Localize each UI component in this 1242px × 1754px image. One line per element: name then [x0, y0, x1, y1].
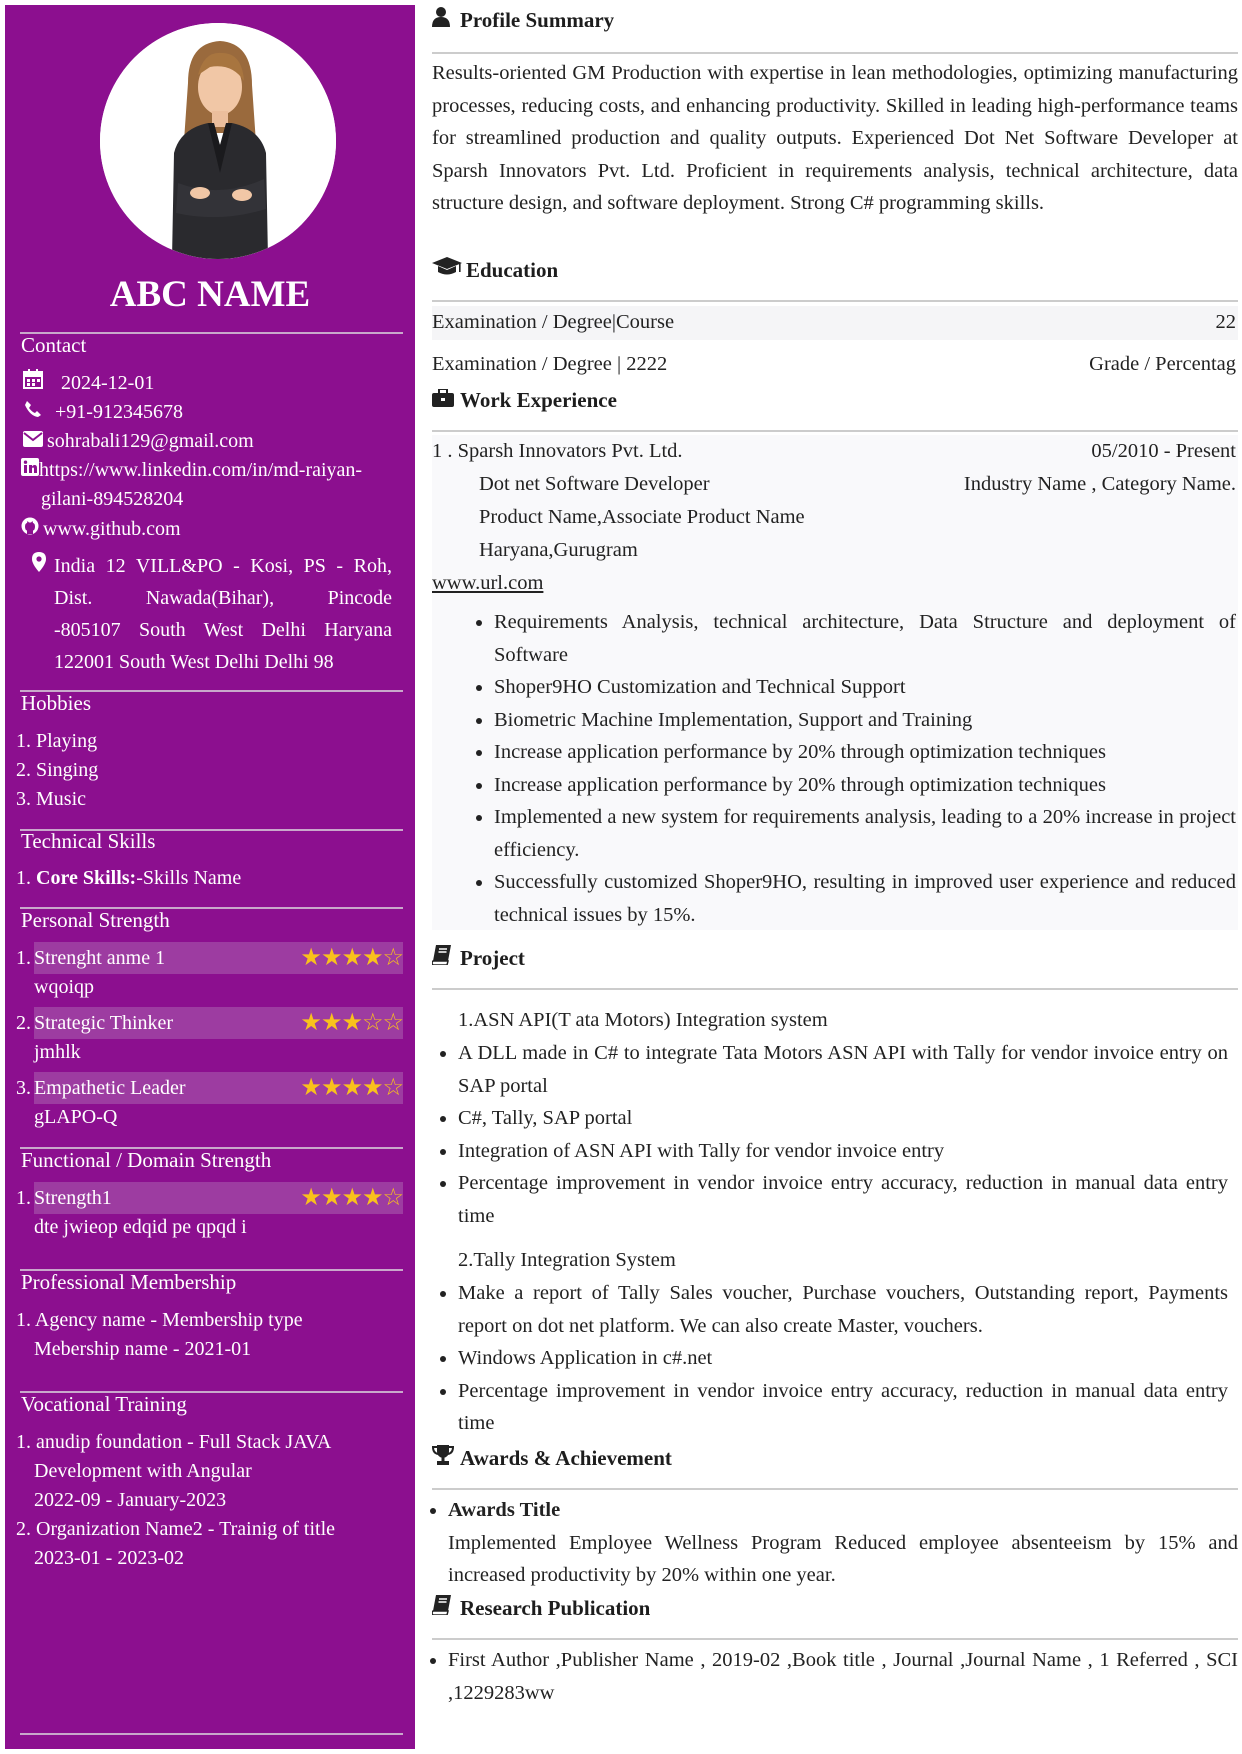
work-company-row [432, 435, 1238, 468]
address-line: 122001 South West Delhi Delhi 98 [54, 651, 334, 673]
section-title: Education [466, 258, 559, 282]
contact-heading: Contact [21, 333, 87, 357]
project-bullet: • Percentage improvement in vendor invoice entry accuracy, reduction in manual data entry time [458, 1375, 1228, 1440]
training-item-cont: 2022-09 - January-2023 [34, 1489, 227, 1511]
work-bullet: • Increase application performance by 20% through optimization techniques [494, 736, 1236, 769]
linkedin-icon [21, 454, 39, 486]
work-location: Haryana,Gurugram [479, 539, 638, 561]
avatar [100, 23, 336, 259]
person-name: ABC NAME [109, 274, 311, 315]
section-title: Awards & Achievement [460, 1446, 672, 1470]
strength-num: 1. [16, 1187, 31, 1209]
sidebar [5, 5, 415, 1749]
envelope-icon [21, 425, 45, 457]
address-line: -805107 South West Delhi Haryana [54, 619, 392, 641]
project-title: 1.ASN API(T ata Motors) Integration system [458, 1009, 828, 1031]
company-name: 1 . Sparsh Innovators Pvt. Ltd. [432, 440, 683, 462]
hobby-item: 1. Playing [16, 730, 98, 752]
calendar-icon [21, 367, 45, 399]
education-grade: Grade / Percentag [1089, 353, 1236, 375]
strength-desc: jmhlk [34, 1041, 81, 1063]
project-bullet: • C#, Tally, SAP portal [458, 1102, 1228, 1135]
skill-num: 1. [16, 867, 31, 889]
project-bullet: • Windows Application in c#.net [458, 1342, 1228, 1375]
star-filled-icon: ★ [341, 1010, 362, 1036]
education-heading [432, 255, 558, 285]
star-filled-icon: ★ [300, 1010, 321, 1036]
training-item: 1. anudip foundation - Full Stack JAVA [16, 1431, 332, 1453]
section-title: Project [460, 946, 525, 970]
map-marker-icon [27, 550, 51, 582]
strength-name: Strength1 [34, 1187, 112, 1209]
graduation-cap-icon [432, 255, 462, 285]
research-list [424, 1644, 1238, 1709]
work-bullet: • Biometric Machine Implementation, Support and Training [494, 704, 1236, 737]
star-filled-icon: ★ [361, 945, 383, 971]
awards-heading [432, 1443, 672, 1473]
research-heading [432, 1593, 650, 1623]
strength-name: Strategic Thinker [34, 1012, 174, 1034]
star-filled-icon: ★ [320, 1185, 342, 1211]
dob-row [21, 367, 401, 399]
strength-num: 1. [16, 947, 31, 969]
membership-item-cont: Mebership name - 2021-01 [34, 1338, 252, 1360]
section-title: Research Publication [460, 1596, 651, 1620]
project-title: 2.Tally Integration System [458, 1249, 676, 1271]
star-empty-icon: ☆ [382, 1010, 403, 1036]
dob-value: 2024-12-01 [61, 372, 155, 394]
work-role-row [479, 468, 1236, 501]
strength-name: Empathetic Leader [34, 1077, 186, 1099]
phone-value[interactable]: +91-912345678 [55, 401, 183, 423]
divider [432, 300, 1238, 302]
profile-summary-heading [432, 5, 614, 35]
star-empty-icon: ☆ [382, 1185, 403, 1211]
divider [20, 1733, 403, 1735]
project-bullet: • Integration of ASN API with Tally for vendor invoice entry [458, 1135, 1228, 1168]
star-empty-icon: ☆ [382, 1075, 403, 1101]
project-bullets [434, 1037, 1228, 1232]
hobbies-heading: Hobbies [21, 691, 91, 715]
award-text: Implemented Employee Wellness Program Reduced employee absenteeism by 15% and increased productivity by 20% within one year. [448, 1531, 1238, 1586]
personal-strength-heading: Personal Strength [21, 908, 170, 932]
star-filled-icon: ★ [300, 1185, 321, 1211]
divider [432, 430, 1238, 432]
work-experience-heading [432, 385, 617, 415]
star-filled-icon: ★ [341, 945, 362, 971]
book-icon [432, 1593, 456, 1623]
trophy-icon [432, 1443, 456, 1473]
strength-num: 2. [16, 1012, 31, 1034]
strength-item [34, 942, 403, 974]
address-line: India 12 VILL&PO - Kosi, PS - Roh, [54, 555, 392, 577]
industry-name: Industry Name , Category Name. [963, 473, 1236, 495]
project-bullet: • Percentage improvement in vendor invoice entry accuracy, reduction in manual data entry time [458, 1167, 1228, 1232]
github-link[interactable]: www.github.com [43, 518, 181, 540]
strength-desc: gLAPO-Q [34, 1106, 118, 1128]
linkedin-row-cont[interactable]: gilani-894528204 [41, 488, 184, 510]
project-bullet: • A DLL made in C# to integrate Tata Motors ASN API with Tally for vendor invoice entry on SAP portal [458, 1037, 1228, 1102]
star-rating [300, 1182, 403, 1214]
functional-strength-heading: Functional / Domain Strength [21, 1148, 272, 1172]
star-filled-icon: ★ [300, 945, 321, 971]
star-rating [300, 942, 403, 974]
technical-skills-heading: Technical Skills [21, 829, 156, 853]
strength-item [34, 1182, 403, 1214]
star-filled-icon: ★ [361, 1075, 383, 1101]
star-filled-icon: ★ [300, 1075, 321, 1101]
project-bullet: • Make a report of Tally Sales voucher, Purchase vouchers, Outstanding report, Payments report on dot net platform. We can also create Master, vouchers. [458, 1277, 1228, 1342]
star-empty-icon: ☆ [361, 1010, 383, 1036]
awards-list [424, 1494, 1238, 1592]
divider [432, 988, 1238, 990]
work-bullet: • Increase application performance by 20% through optimization techniques [494, 769, 1236, 802]
membership-item: 1. Agency name - Membership type [16, 1309, 303, 1331]
hobby-item: 2. Singing [16, 759, 99, 781]
briefcase-icon [432, 385, 456, 415]
strength-desc: dte jwieop edqid pe qpqd i [34, 1216, 247, 1238]
divider [432, 1488, 1238, 1490]
github-row [21, 513, 401, 545]
award-title: Awards Title [448, 1499, 561, 1521]
education-row [432, 348, 1238, 381]
star-filled-icon: ★ [361, 1185, 383, 1211]
job-role: Dot net Software Developer [479, 473, 710, 495]
training-item: 2. Organization Name2 - Trainig of title [16, 1518, 336, 1540]
star-filled-icon: ★ [341, 1075, 362, 1101]
address-text [54, 550, 392, 678]
strength-item [34, 1072, 403, 1104]
profile-summary-text: Results-oriented GM Production with expertise in lean methodologies, optimizing manufacturing processes, reducing costs, and enhancing productivity. Skilled in leading high-performance teams for streamlined production and quality outputs. Experienced Dot Net Software Developer at Sparsh Innovators Pvt. Ltd. Proficient in requirements analysis, technical architecture, data structure design, and software deployment. Strong C# programming skills. [432, 62, 1238, 214]
publication-item: • First Author ,Publisher Name , 2019-02 ,Book title , Journal ,Journal Name , 1 Referred , SCI ,1229283ww [448, 1644, 1238, 1709]
education-degree: Examination / Degree | 2222 [432, 353, 668, 375]
strength-item [34, 1007, 403, 1039]
work-bullet: • Requirements Analysis, technical architecture, Data Structure and deployment of Software [494, 606, 1236, 671]
address-line: Dist. Nawada(Bihar), Pincode [54, 587, 392, 609]
skill-value: -Skills Name [136, 867, 242, 889]
education-degree: Examination / Degree|Course [432, 311, 675, 333]
strength-desc: wqoiqp [34, 976, 94, 998]
section-title: Profile Summary [460, 8, 615, 32]
book-icon [432, 943, 456, 973]
star-empty-icon: ☆ [382, 945, 403, 971]
project-heading [432, 943, 525, 973]
award-item [448, 1494, 1238, 1592]
strength-num: 3. [16, 1077, 31, 1099]
section-title: Work Experience [460, 388, 617, 412]
education-row [432, 306, 1238, 340]
linkedin-row [21, 454, 401, 486]
vocational-heading: Vocational Training [21, 1392, 187, 1416]
linkedin-link[interactable]: https://www.linkedin.com/in/md-raiyan- [39, 459, 363, 481]
training-item-cont: Development with Angular [34, 1460, 252, 1482]
work-bullet: • Successfully customized Shoper9HO, resulting in improved user experience and reduced technical issues by 15%. [494, 866, 1236, 931]
work-url-link[interactable]: www.url.com [432, 572, 544, 594]
work-bullet: • Shoper9HO Customization and Technical Support [494, 671, 1236, 704]
email-value[interactable]: sohrabali129@gmail.com [47, 430, 254, 452]
divider [432, 1638, 1238, 1640]
star-rating [300, 1007, 403, 1039]
work-bullets [470, 606, 1236, 931]
star-filled-icon: ★ [320, 945, 342, 971]
project-bullets [434, 1277, 1228, 1440]
work-period: 05/2010 - Present [1091, 440, 1236, 462]
email-row [21, 425, 401, 457]
education-value: 22 [1215, 311, 1236, 333]
skill-item [16, 862, 396, 894]
user-icon [432, 5, 456, 35]
work-product: Product Name,Associate Product Name [479, 506, 805, 528]
profile-photo [100, 23, 336, 259]
hobby-item: 3. Music [16, 788, 86, 810]
strength-name: Strenght anme 1 [34, 947, 166, 969]
skill-label: Core Skills: [36, 867, 137, 889]
star-filled-icon: ★ [320, 1010, 342, 1036]
star-rating [300, 1072, 403, 1104]
divider [432, 52, 1238, 54]
work-url-row [432, 567, 1238, 600]
github-icon [21, 513, 39, 545]
membership-heading: Professional Membership [21, 1270, 237, 1294]
star-filled-icon: ★ [320, 1075, 342, 1101]
training-item-cont: 2023-01 - 2023-02 [34, 1547, 184, 1569]
phone-icon [21, 396, 45, 428]
star-filled-icon: ★ [341, 1185, 362, 1211]
phone-row [21, 396, 401, 428]
work-bullet: • Implemented a new system for requirements analysis, leading to a 20% increase in project efficiency. [494, 801, 1236, 866]
